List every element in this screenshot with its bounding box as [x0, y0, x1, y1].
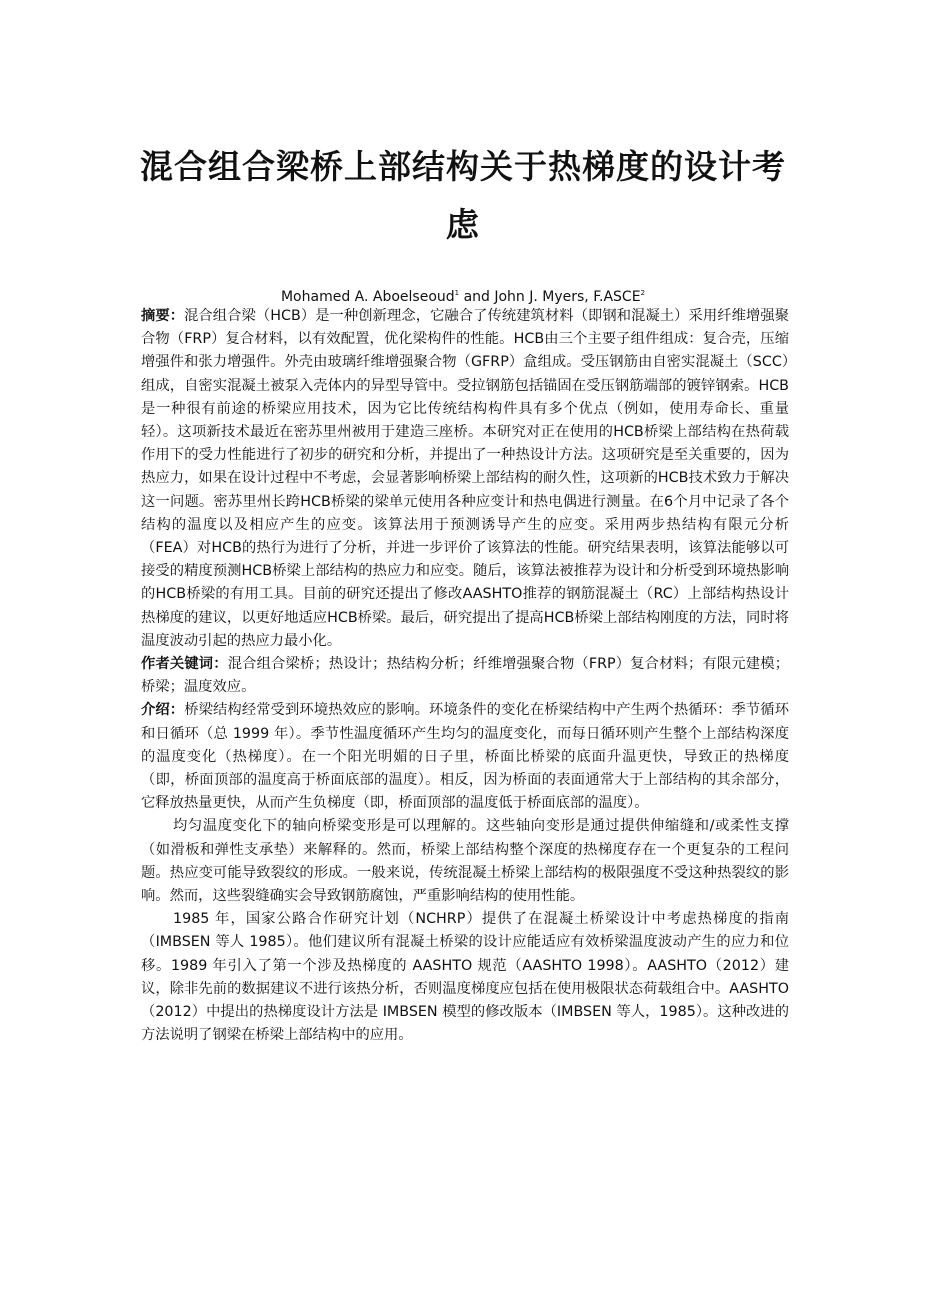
keywords-paragraph — [141, 653, 789, 699]
intro-text-1: 桥梁结构经常受到环境热效应的影响。环境条件的变化在桥梁结构中产生两个热循环：季节循环和日循环（总 1999 年）。季节性温度循环产生均匀的温度变化，而每日循环则产生整个上部结构深度的温度变化（热梯度）。在一个阳光明媚的日子里，桥面比桥梁的底面升温更快，导致正的热梯度（即，桥面顶部的温度高于桥面底部的温度）。相反，因为桥面的表面通常大于上部结构的其余部分，它释放热量更快，从而产生负梯度（即，桥面顶部的温度低于桥面底部的温度）。 — [141, 702, 790, 812]
affiliation-marker-1: 1 — [454, 289, 460, 297]
abstract-label: 摘要： — [141, 308, 185, 324]
keywords-text: 混合组合梁桥；热设计；热结构分析；纤维增强聚合物（FRP）复合材料；有限元建模；桥梁；温度效应。 — [141, 656, 789, 696]
paper-body — [141, 305, 789, 1048]
author-1: Mohamed A. Aboelseoud — [280, 289, 455, 305]
author-line — [140, 283, 786, 307]
intro-paragraph-3: 1985 年，国家公路合作研究计划（NCHRP）提供了在混凝土桥梁设计中考虑热梯度的指南（IMBSEN 等人 1985）。他们建议所有混凝土桥梁的设计应能适应有效桥梁温度波动产生的应力和位移。1989 年引入了第一个涉及热梯度的 AASHTO 规范（AASHTO 1998）。AASHTO（2012）建议，除非先前的数据建议不进行该热分析，否则温度梯度应包括在使用极限状态荷载组合中。AASHTO（2012）中提出的热梯度设计方法是 IMBSEN 模型的修改版本（IMBSEN 等人，1985）。这种改进的方法说明了钢梁在桥梁上部结构中的应用。 — [141, 911, 789, 1044]
paper-title: 混合组合梁桥上部结构关于热梯度的设计考虑 — [140, 147, 786, 244]
author-2: and John J. Myers, F.ASCE — [459, 289, 641, 305]
intro-paragraph-2: 均匀温度变化下的轴向桥梁变形是可以理解的。这些轴向变形是通过提供伸缩缝和/或柔性支撑（如滑板和弹性支承垫）来解释的。然而，桥梁上部结构整个深度的热梯度存在一个更复杂的工程问题。热应变可能导致裂纹的形成。一般来说，传统混凝土桥梁上部结构的极限强度不受这种热裂纹的影响。然而，这些裂缝确实会导致钢筋腐蚀，严重影响结构的使用性能。 — [141, 818, 789, 905]
affiliation-marker-2: 2 — [640, 289, 646, 297]
intro-paragraph-1 — [141, 699, 789, 815]
keywords-label: 作者关键词： — [141, 656, 228, 673]
intro-label: 介绍： — [141, 702, 185, 719]
abstract-text: 混合组合梁（HCB）是一种创新理念，它融合了传统建筑材料（即钢和混凝土）采用纤维增强聚合物（FRP）复合材料，以有效配置，优化梁构件的性能。HCB由三个主要子组件组成：复合壳，压缩增强件和张力增强件。外壳由玻璃纤维增强聚合物（GFRP）盒组成。受压钢筋由自密实混凝土（SCC）组成，自密实混凝土被泵入壳体内的异型导管中。受拉钢筋包括锚固在受压钢筋端部的镀锌钢索。HCB是一种很有前途的桥梁应用技术，因为它比传统结构构件具有多个优点（例如，使用寿命长、重量轻）。这项新技术最近在密苏里州被用于建造三座桥。本研究对正在使用的HCB桥梁上部结构在热荷载作用下的受力性能进行了初步的研究和分析，并提出了一种热设计方法。这项研究是至关重要的，因为热应力，如果在设计过程中不考虑，会显著影响桥梁上部结构的耐久性，这项新的HCB技术致力于解决这一问题。密苏里州长跨HCB桥梁的梁单元使用各种应变计和热电偶进行测量。在6个月中记录了各个结构的温度以及相应产生的应变。该算法用于预测诱导产生的应变。采用两步热结构有限元分析（FEA）对HCB的热行为进行了分析，并进一步评价了该算法的性能。研究结果表明，该算法能够以可接受的精度预测HCB桥梁上部结构的热应力和应变。随后，该算法被推荐为设计和分析受到环境热影响的HCB桥梁的有用工具。目前的研究还提出了修改AASHTO推荐的钢筋混凝土（RC）上部结构热设计热梯度的建议，以更好地适应HCB桥梁。最后，研究提出了提高HCB桥梁上部结构刚度的方法，同时将温度波动引起的热应力最小化。 — [141, 308, 789, 649]
abstract-paragraph — [141, 305, 789, 653]
